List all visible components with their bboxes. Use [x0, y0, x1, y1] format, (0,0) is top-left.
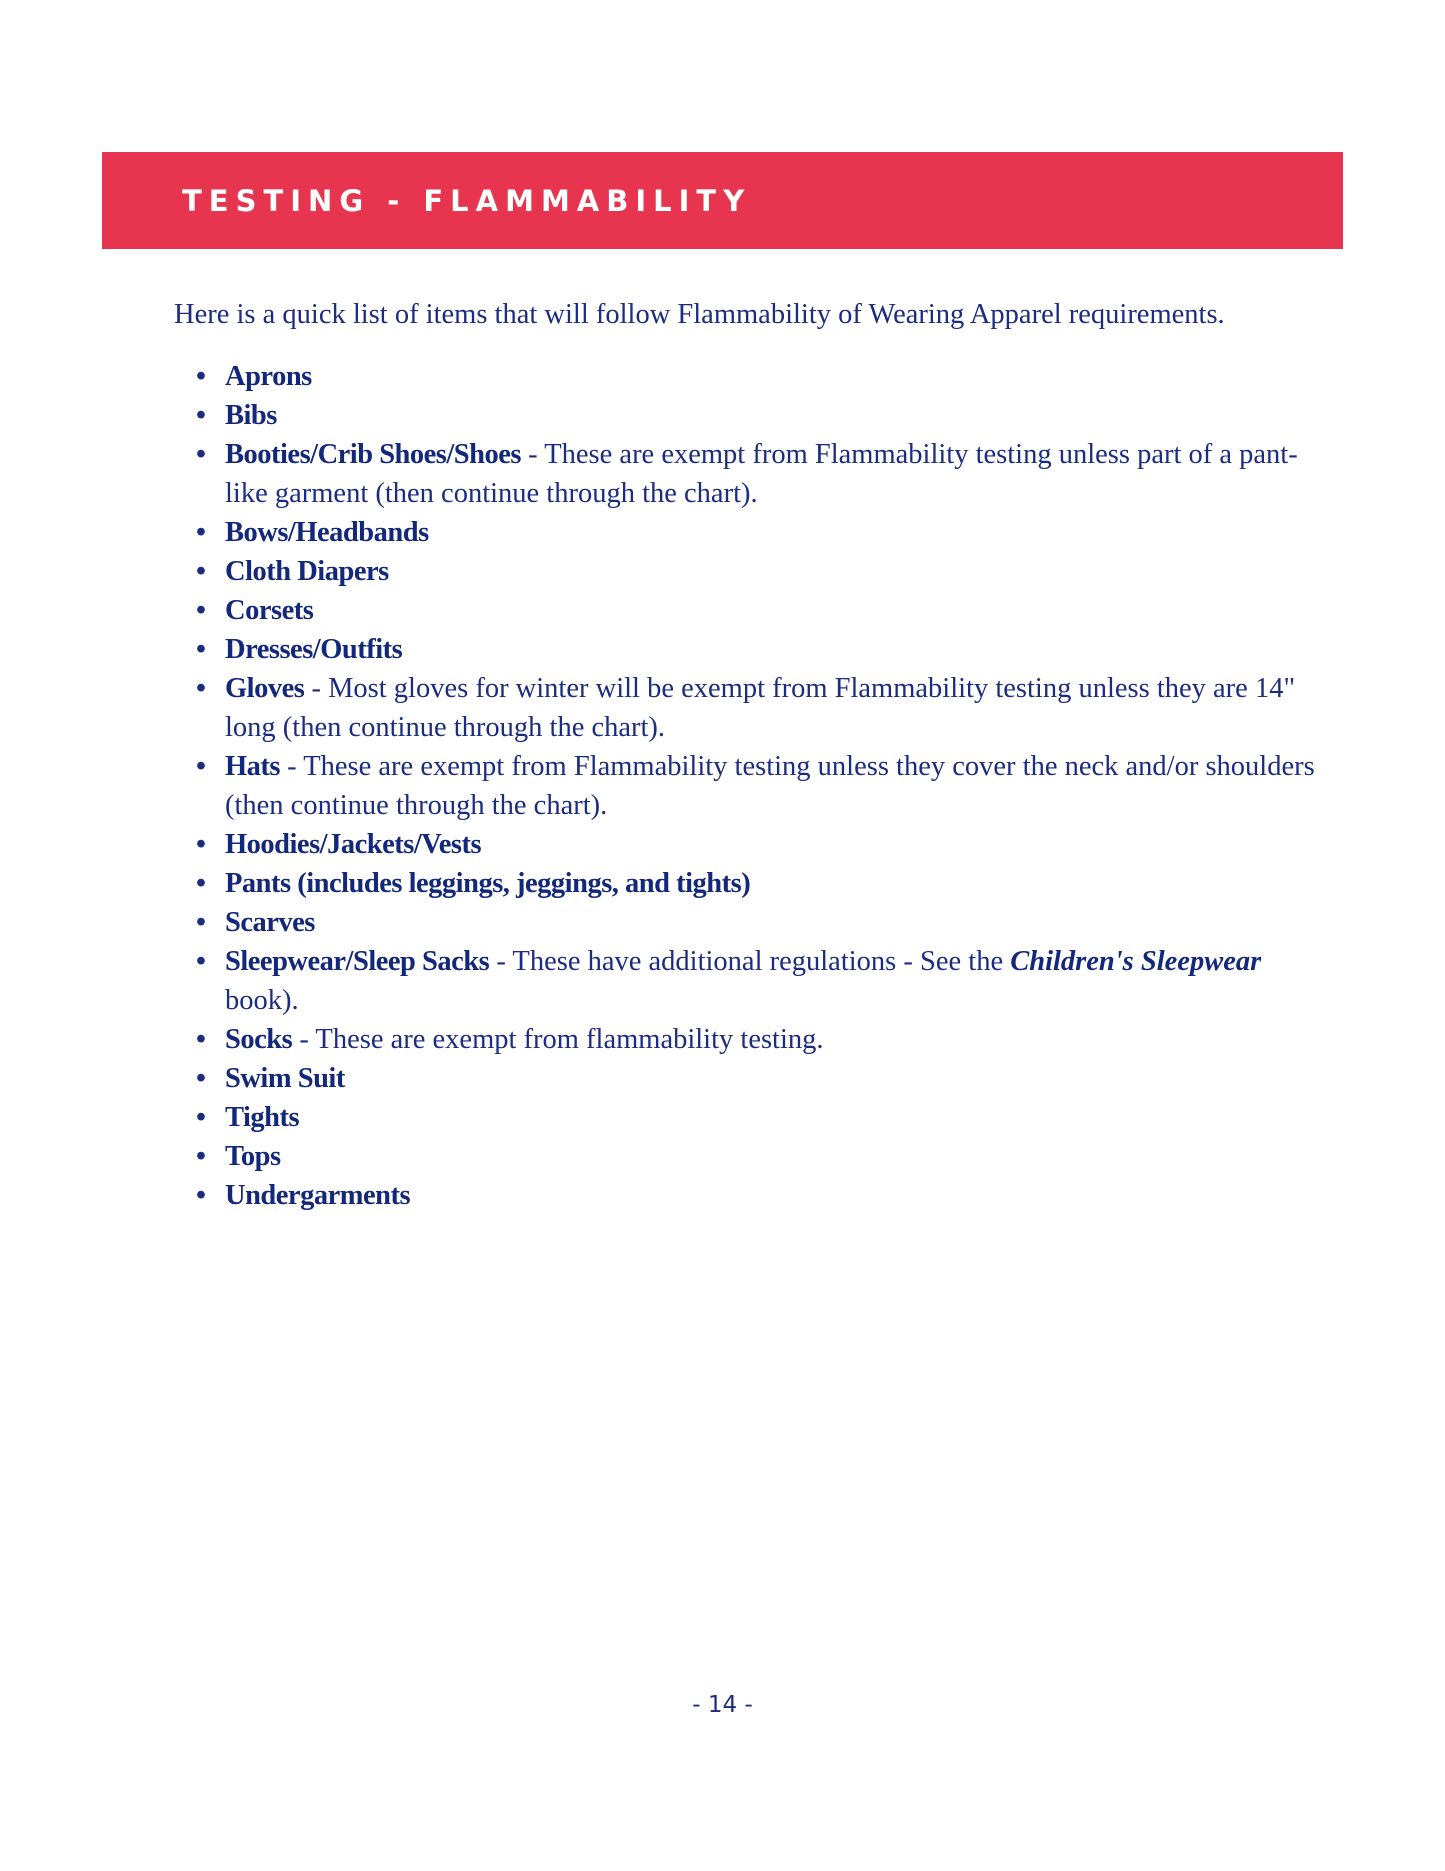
list-item — [196, 747, 1326, 825]
item-name: Aprons — [225, 361, 312, 392]
item-note: - These are exempt from Flammability testing unless part of a pant-like garment (then continue through the chart). — [225, 439, 1298, 509]
page-number: - 14 - — [692, 1692, 753, 1718]
item-name: Socks — [225, 1024, 293, 1055]
item-name: Swim Suit — [225, 1063, 345, 1094]
bullet-icon: • — [196, 1063, 206, 1094]
item-name: Corsets — [225, 595, 314, 626]
bullet-icon: • — [196, 556, 206, 587]
item-name: Tights — [225, 1102, 300, 1133]
apparel-item-list — [196, 357, 1326, 1215]
bullet-icon: • — [196, 595, 206, 626]
bullet-icon: • — [196, 673, 206, 704]
section-title: TESTING - FLAMMABILITY — [182, 184, 752, 218]
bullet-icon: • — [196, 1102, 206, 1133]
item-name: Undergarments — [225, 1180, 411, 1211]
list-item — [196, 903, 1326, 942]
list-item — [196, 357, 1326, 396]
bullet-icon: • — [196, 868, 206, 899]
bullet-icon: • — [196, 1180, 206, 1211]
item-note: - These are exempt from flammability testing. — [292, 1024, 824, 1055]
item-name: Bibs — [225, 400, 277, 431]
bullet-icon: • — [196, 751, 206, 782]
list-item — [196, 1137, 1326, 1176]
item-name: Cloth Diapers — [225, 556, 389, 587]
bullet-icon: • — [196, 946, 206, 977]
item-name: Dresses/Outfits — [225, 634, 403, 665]
item-name: Sleepwear/Sleep Sacks — [225, 946, 490, 977]
item-note: - These have additional regulations - See the — [489, 946, 1011, 977]
list-item — [196, 1059, 1326, 1098]
intro-paragraph: Here is a quick list of items that will follow Flammability of Wearing Apparel requirements. — [174, 299, 1225, 330]
list-item — [196, 1020, 1326, 1059]
item-name: Scarves — [225, 907, 315, 938]
list-item — [196, 513, 1326, 552]
bullet-icon: • — [196, 361, 206, 392]
bullet-icon: • — [196, 517, 206, 548]
list-item — [196, 942, 1326, 1020]
bullet-icon: • — [196, 829, 206, 860]
list-item — [196, 396, 1326, 435]
item-name: Pants (includes leggings, jeggings, and tights) — [225, 868, 751, 899]
bullet-icon: • — [196, 1141, 206, 1172]
item-note-after: book). — [225, 985, 299, 1016]
bullet-icon: • — [196, 907, 206, 938]
item-name: Bows/Headbands — [225, 517, 429, 548]
list-item — [196, 435, 1326, 513]
item-name: Tops — [225, 1141, 281, 1172]
list-item — [196, 591, 1326, 630]
bullet-icon: • — [196, 400, 206, 431]
item-name: Gloves — [225, 673, 305, 704]
item-name: Hats — [225, 751, 280, 782]
list-item — [196, 1176, 1326, 1215]
list-item — [196, 630, 1326, 669]
section-header-banner — [102, 152, 1343, 249]
list-item — [196, 552, 1326, 591]
bullet-icon: • — [196, 439, 206, 470]
list-item — [196, 864, 1326, 903]
list-item — [196, 825, 1326, 864]
item-note: - Most gloves for winter will be exempt from Flammability testing unless they are 14" long (then continue through the chart). — [225, 673, 1296, 743]
list-item — [196, 1098, 1326, 1137]
list-item — [196, 669, 1326, 747]
bullet-icon: • — [196, 634, 206, 665]
item-name: Hoodies/Jackets/Vests — [225, 829, 482, 860]
item-note: - These are exempt from Flammability testing unless they cover the neck and/or shoulders (then continue through the chart). — [225, 751, 1315, 821]
bullet-icon: • — [196, 1024, 206, 1055]
item-name: Booties/Crib Shoes/Shoes — [225, 439, 522, 470]
book-title-emphasis: Children's Sleepwear — [1010, 946, 1262, 977]
